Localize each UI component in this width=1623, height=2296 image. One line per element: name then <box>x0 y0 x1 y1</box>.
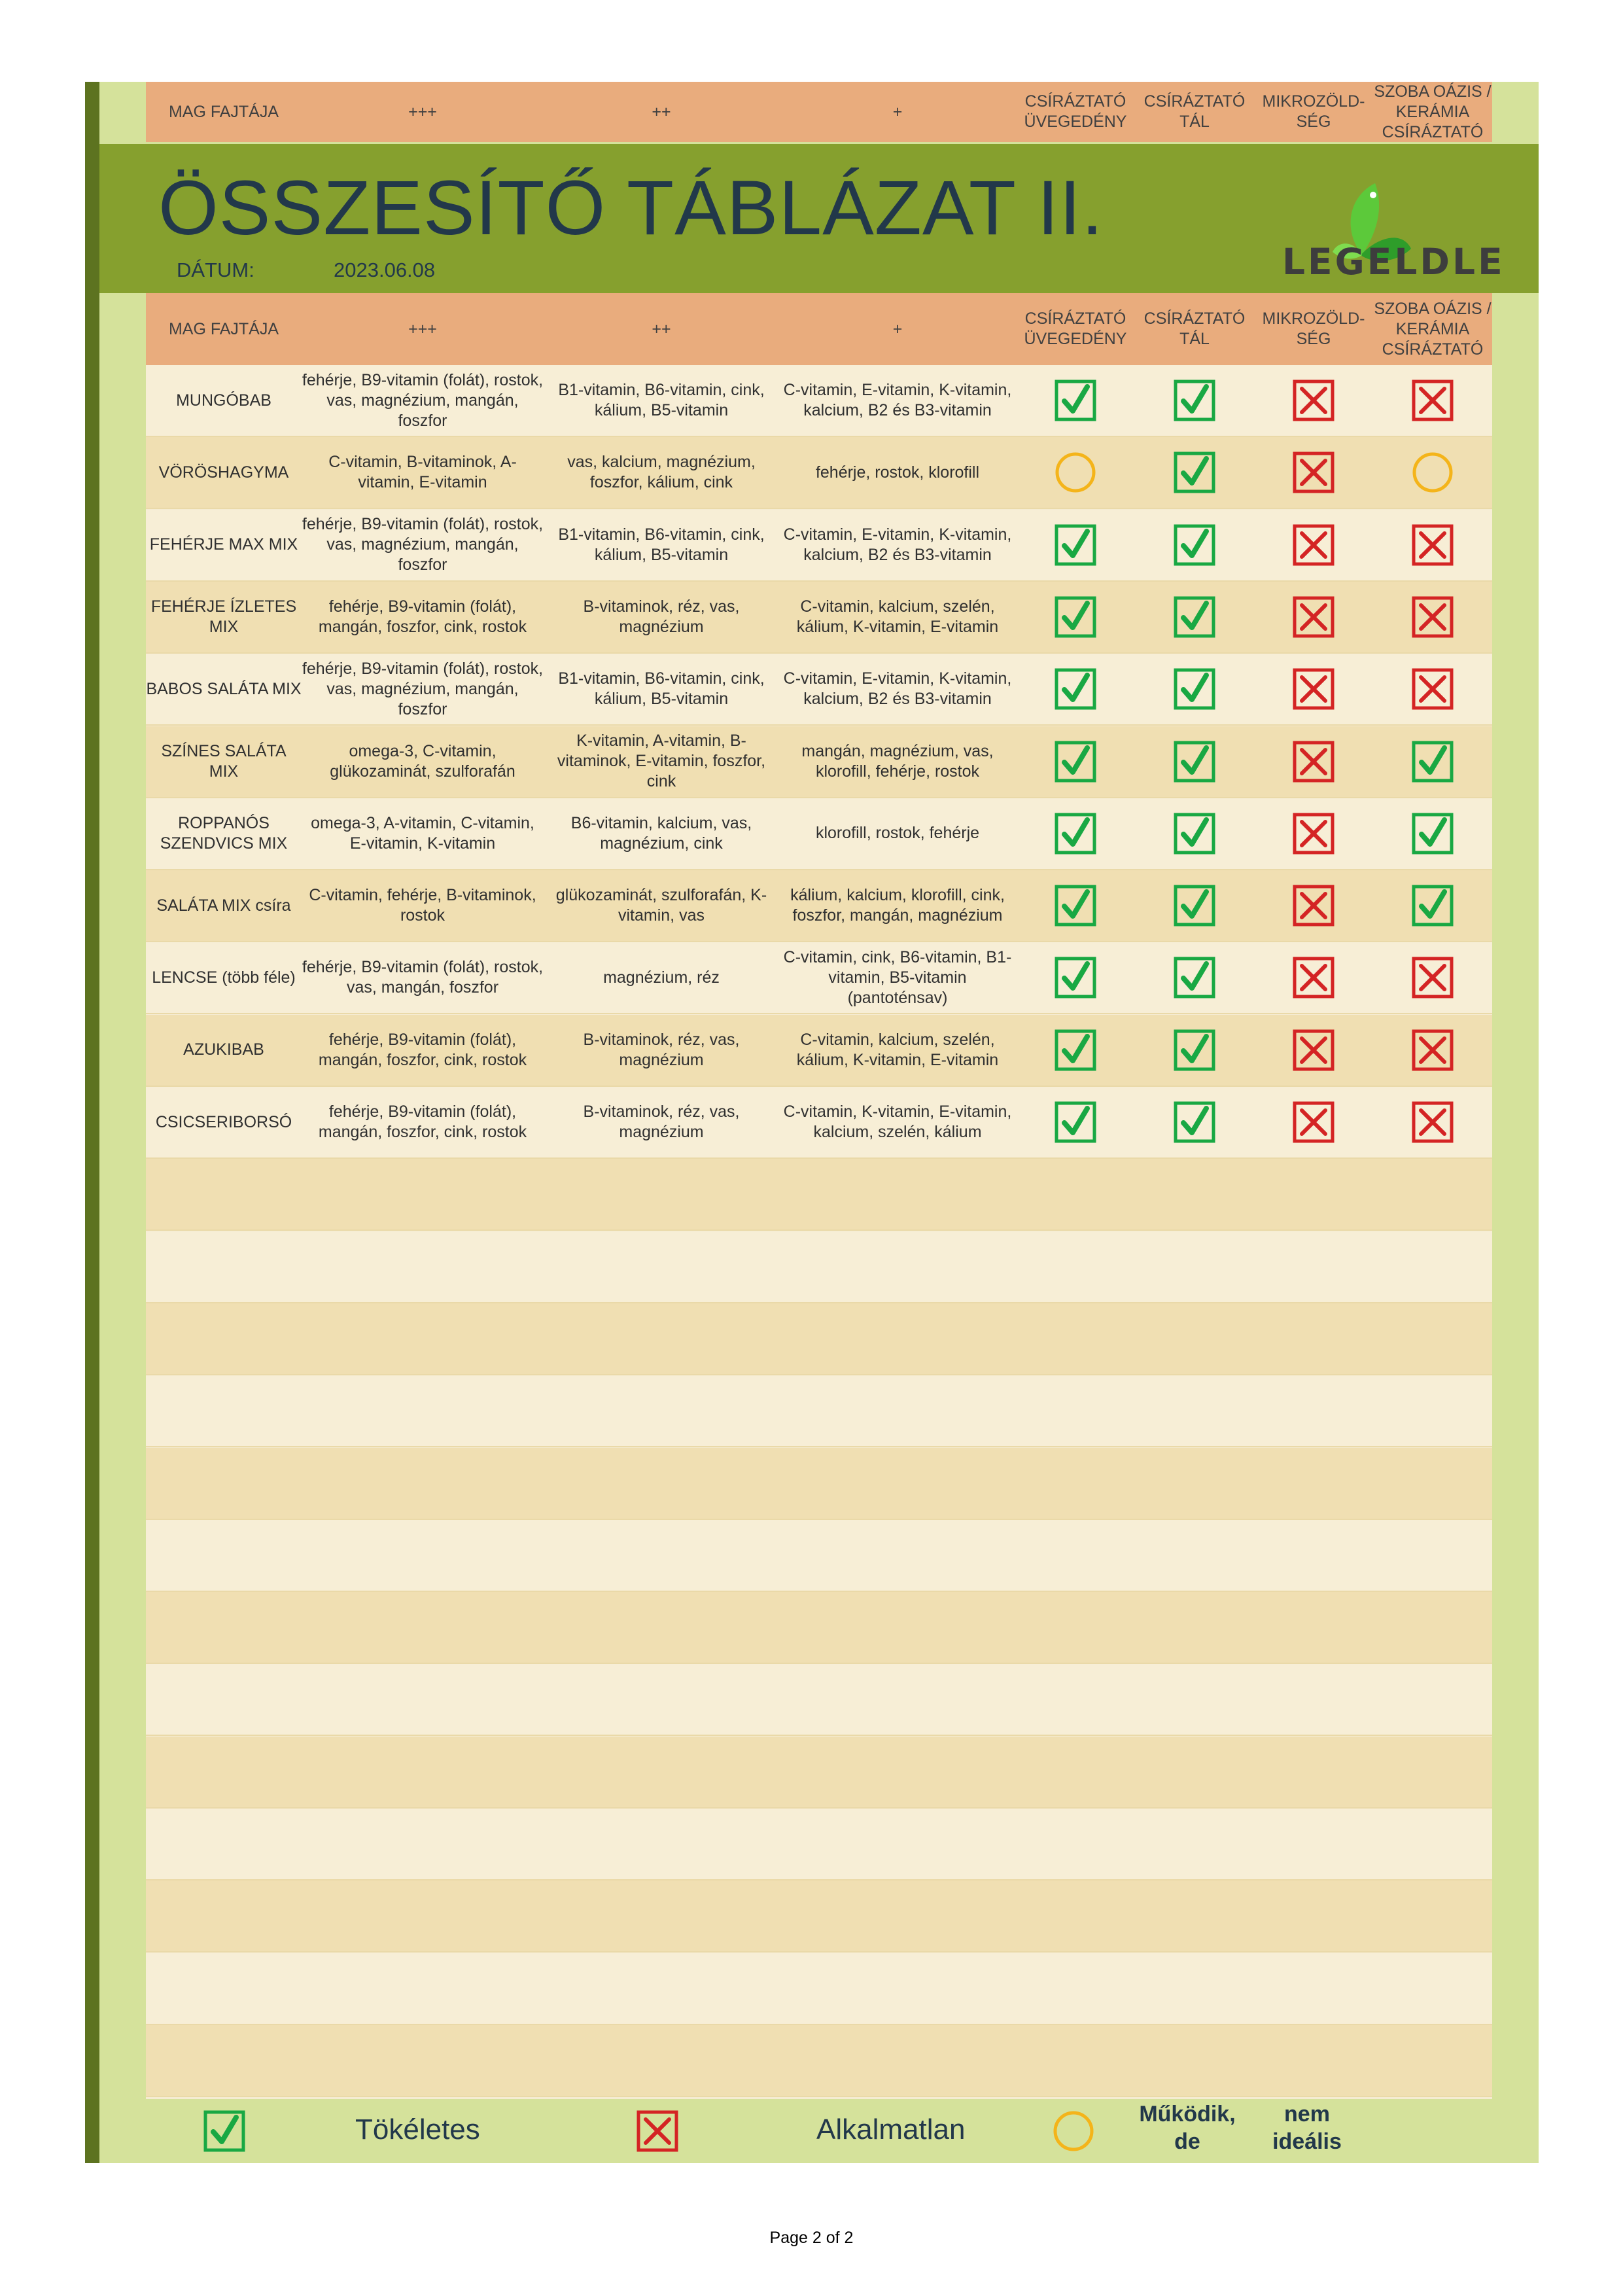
glass-rating-cell <box>1016 957 1135 998</box>
seed-name: ROPPANÓS SZENDVICS MIX <box>160 813 288 853</box>
nutrients-plus-1: C-vitamin, cink, B6-vitamin, B1-vitamin, B5-vitamin (pantoténsav) <box>783 947 1012 1007</box>
date-label: DÁTUM: <box>177 258 254 281</box>
room-rating-cell <box>1373 524 1492 566</box>
glass-rating-cell <box>1016 668 1135 710</box>
check-icon <box>1055 1101 1096 1143</box>
check-icon <box>1174 1101 1215 1143</box>
check-icon <box>1055 957 1096 998</box>
tray-rating-cell <box>1135 1101 1254 1143</box>
tray-rating-cell <box>1135 1029 1254 1071</box>
micro-rating-cell <box>1254 957 1373 998</box>
nutrients-plus-1: C-vitamin, E-vitamin, K-vitamin, kalcium, B2 és B3-vitamin <box>783 669 1012 709</box>
micro-rating-cell <box>1254 885 1373 927</box>
nutrients-plus-2: B-vitaminok, réz, vas, magnézium <box>583 597 740 636</box>
check-icon <box>1174 813 1215 855</box>
tray-rating-cell <box>1135 596 1254 638</box>
check-icon <box>1055 741 1096 783</box>
room-rating-cell <box>1373 596 1492 638</box>
legend-circle-icon <box>1053 2110 1094 2152</box>
check-icon <box>1055 596 1096 638</box>
micro-rating-cell <box>1254 668 1373 710</box>
nutrients-plus-1: fehérje, rostok, klorofill <box>815 463 980 482</box>
header-tray-sprouter: CSÍRÁZTATÓ TÁL <box>1143 309 1246 348</box>
room-rating-cell <box>1373 451 1492 493</box>
check-icon <box>1174 668 1215 710</box>
cross-icon <box>1293 1029 1335 1071</box>
nutrients-plus-2: B1-vitamin, B6-vitamin, cink, kálium, B5-vitamin <box>558 669 765 709</box>
check-icon <box>1174 596 1215 638</box>
table-row <box>146 726 1492 798</box>
header-room-oasis: SZOBA OÁZIS / KERÁMIA CSÍRÁZTATÓ <box>1374 299 1492 359</box>
check-icon <box>1174 885 1215 927</box>
tray-rating-cell <box>1135 451 1254 493</box>
table-row <box>146 582 1492 654</box>
nutrients-plus-2: B-vitaminok, réz, vas, magnézium <box>583 1103 740 1141</box>
header-room-oasis: SZOBA OÁZIS / KERÁMIA CSÍRÁZTATÓ <box>1374 82 1492 141</box>
glass-rating-cell <box>1016 1101 1135 1143</box>
header-plus-1: + <box>892 319 903 338</box>
legend-perfect-label: Tökéletes <box>355 2113 480 2146</box>
micro-rating-cell <box>1254 741 1373 783</box>
nutrients-plus-2: vas, kalcium, magnézium, foszfor, kálium, cink <box>567 453 756 492</box>
table-row <box>146 1087 1492 1159</box>
table-row <box>146 437 1492 509</box>
cross-icon <box>1293 1101 1335 1143</box>
seed-name: FEHÉRJE MAX MIX <box>149 535 298 554</box>
glass-rating-cell <box>1016 380 1135 421</box>
room-rating-cell <box>1373 1101 1492 1143</box>
nutrients-plus-2: B1-vitamin, B6-vitamin, cink, kálium, B5-vitamin <box>558 381 765 419</box>
empty-table-row <box>146 1664 1492 1736</box>
nutrients-plus-3: fehérje, B9-vitamin (folát), rostok, vas, magnézium, mangán, foszfor <box>302 659 544 718</box>
legend-check-icon <box>203 2110 245 2152</box>
room-rating-cell <box>1373 741 1492 783</box>
circle-icon <box>1055 451 1096 493</box>
empty-table-row <box>146 2025 1492 2097</box>
check-icon <box>1055 668 1096 710</box>
nutrients-plus-3: fehérje, B9-vitamin (folát), mangán, foszfor, cink, rostok <box>318 1030 527 1069</box>
header-glass-sprouter: CSÍRÁZTATÓ ÜVEGEDÉNY <box>1024 92 1127 131</box>
legend-not-ideal-label: nem ideális <box>1272 2102 1342 2154</box>
nutrients-plus-3: omega-3, C-vitamin, glükozaminát, szulforafán <box>330 741 515 781</box>
header-tray-sprouter: CSÍRÁZTATÓ TÁL <box>1143 92 1246 131</box>
tray-rating-cell <box>1135 524 1254 566</box>
cross-icon <box>1293 380 1335 421</box>
empty-table-row <box>146 1809 1492 1881</box>
check-icon <box>1412 885 1454 927</box>
room-rating-cell <box>1373 885 1492 927</box>
header-microgreens: MIKROZÖLD-SÉG <box>1262 92 1365 131</box>
seed-name: MUNGÓBAB <box>176 391 271 410</box>
empty-table-row <box>146 1375 1492 1447</box>
table-row <box>146 798 1492 870</box>
header-seed-type: MAG FAJTÁJA <box>168 102 279 121</box>
left-accent-bar <box>85 82 99 2163</box>
page-title: ÖSSZESÍTŐ TÁBLÁZAT II. <box>158 165 1104 251</box>
page-number: Page 2 of 2 <box>769 2229 854 2247</box>
tray-rating-cell <box>1135 668 1254 710</box>
seed-name: VÖRÖSHAGYMA <box>158 463 289 482</box>
micro-rating-cell <box>1254 451 1373 493</box>
nutrients-plus-3: C-vitamin, fehérje, B-vitaminok, rostok <box>309 886 536 925</box>
cross-icon <box>1293 957 1335 998</box>
room-rating-cell <box>1373 957 1492 998</box>
micro-rating-cell <box>1254 380 1373 421</box>
seed-name: LENCSE (több féle) <box>152 968 296 987</box>
nutrients-plus-3: fehérje, B9-vitamin (folát), mangán, foszfor, cink, rostok <box>318 1103 527 1141</box>
legend-unsuitable-label: Alkalmatlan <box>816 2113 966 2146</box>
cross-icon <box>1412 668 1454 710</box>
nutrients-plus-1: C-vitamin, kalcium, szelén, kálium, K-vitamin, E-vitamin <box>796 597 999 636</box>
room-rating-cell <box>1373 668 1492 710</box>
empty-table-row <box>146 1448 1492 1520</box>
logo-wordmark: LEGELDLE <box>1282 241 1505 283</box>
table-row <box>146 510 1492 582</box>
check-icon <box>1174 380 1215 421</box>
legend-cross-icon <box>637 2110 678 2152</box>
micro-rating-cell <box>1254 1029 1373 1071</box>
seed-name: SZÍNES SALÁTA MIX <box>161 741 287 781</box>
cross-icon <box>1412 380 1454 421</box>
glass-rating-cell <box>1016 596 1135 638</box>
empty-table-row <box>146 1953 1492 2025</box>
table-row <box>146 654 1492 726</box>
nutrients-plus-3: fehérje, B9-vitamin (folát), rostok, vas, magnézium, mangán, foszfor <box>302 515 544 574</box>
check-icon <box>1055 1029 1096 1071</box>
header-plus-1: + <box>892 102 903 121</box>
seed-name: CSICSERIBORSÓ <box>155 1112 292 1131</box>
seed-name: AZUKIBAB <box>183 1040 264 1059</box>
cross-icon <box>1293 524 1335 566</box>
nutrients-plus-3: fehérje, B9-vitamin (folát), rostok, vas, magnézium, mangán, foszfor <box>302 370 544 430</box>
empty-table-row <box>146 1159 1492 1231</box>
nutrients-plus-1: mangán, magnézium, vas, klorofill, fehérje, rostok <box>801 741 994 781</box>
table-row <box>146 1015 1492 1087</box>
glass-rating-cell <box>1016 451 1135 493</box>
nutrients-plus-3: fehérje, B9-vitamin (folát), rostok, vas, mangán, foszfor <box>302 958 544 997</box>
nutrients-plus-1: klorofill, rostok, fehérje <box>815 824 980 843</box>
empty-table-row <box>146 1737 1492 1809</box>
cross-icon <box>1412 957 1454 998</box>
empty-table-row <box>146 1231 1492 1303</box>
nutrients-plus-2: B1-vitamin, B6-vitamin, cink, kálium, B5-vitamin <box>558 525 765 564</box>
cross-icon <box>1293 451 1335 493</box>
check-icon <box>1055 524 1096 566</box>
nutrients-plus-1: C-vitamin, E-vitamin, K-vitamin, kalcium, B2 és B3-vitamin <box>783 381 1012 419</box>
glass-rating-cell <box>1016 1029 1135 1071</box>
cross-icon <box>1293 813 1335 855</box>
nutrients-plus-1: kálium, kalcium, klorofill, cink, foszfor, mangán, magnézium <box>790 886 1005 925</box>
check-icon <box>1174 741 1215 783</box>
check-icon <box>1174 957 1215 998</box>
glass-rating-cell <box>1016 524 1135 566</box>
cross-icon <box>1412 1101 1454 1143</box>
date-value: 2023.06.08 <box>334 258 436 281</box>
header-plus-2: ++ <box>652 319 671 338</box>
empty-table-row <box>146 1520 1492 1592</box>
header-microgreens: MIKROZÖLD-SÉG <box>1262 309 1365 348</box>
nutrients-plus-2: B-vitaminok, réz, vas, magnézium <box>583 1030 740 1069</box>
check-icon <box>1412 741 1454 783</box>
cross-icon <box>1412 596 1454 638</box>
room-rating-cell <box>1373 1029 1492 1071</box>
header-glass-sprouter: CSÍRÁZTATÓ ÜVEGEDÉNY <box>1024 309 1127 348</box>
title-banner <box>99 144 1539 293</box>
header-plus-2: ++ <box>652 102 671 121</box>
legend <box>146 2099 1492 2163</box>
seed-name: FEHÉRJE ÍZLETES MIX <box>150 597 297 636</box>
glass-rating-cell <box>1016 741 1135 783</box>
tray-rating-cell <box>1135 957 1254 998</box>
cross-icon <box>1293 668 1335 710</box>
glass-rating-cell <box>1016 813 1135 855</box>
nutrients-plus-1: C-vitamin, E-vitamin, K-vitamin, kalcium, B2 és B3-vitamin <box>783 525 1012 564</box>
glass-rating-cell <box>1016 885 1135 927</box>
empty-table-row <box>146 1303 1492 1375</box>
nutrients-plus-3: C-vitamin, B-vitaminok, A-vitamin, E-vitamin <box>328 453 517 492</box>
tray-rating-cell <box>1135 813 1254 855</box>
nutrients-plus-2: glükozaminát, szulforafán, K-vitamin, vas <box>555 886 767 925</box>
table-row <box>146 870 1492 942</box>
empty-table-row <box>146 1881 1492 1952</box>
nutrients-plus-1: C-vitamin, K-vitamin, E-vitamin, kalcium, szelén, kálium <box>783 1103 1012 1141</box>
micro-rating-cell <box>1254 524 1373 566</box>
repeated-table-header <box>146 82 1492 142</box>
check-icon <box>1174 524 1215 566</box>
seed-name: SALÁTA MIX csíra <box>156 896 291 915</box>
tray-rating-cell <box>1135 741 1254 783</box>
header-seed-type: MAG FAJTÁJA <box>168 319 279 338</box>
cross-icon <box>1412 1029 1454 1071</box>
empty-table-row <box>146 1592 1492 1664</box>
header-plus-3: +++ <box>408 319 437 338</box>
check-icon <box>1412 813 1454 855</box>
nutrients-plus-1: C-vitamin, kalcium, szelén, kálium, K-vitamin, E-vitamin <box>796 1030 999 1069</box>
check-icon <box>1174 1029 1215 1071</box>
check-icon <box>1055 380 1096 421</box>
legend-works-label: Működik, de <box>1139 2102 1236 2154</box>
table-header <box>146 293 1492 365</box>
nutrients-plus-3: omega-3, A-vitamin, C-vitamin, E-vitamin, K-vitamin <box>311 813 534 853</box>
room-rating-cell <box>1373 380 1492 421</box>
cross-icon <box>1293 596 1335 638</box>
tray-rating-cell <box>1135 885 1254 927</box>
seed-name: BABOS SALÁTA MIX <box>146 679 302 698</box>
table-row <box>146 365 1492 437</box>
check-icon <box>1055 813 1096 855</box>
micro-rating-cell <box>1254 596 1373 638</box>
check-icon <box>1174 451 1215 493</box>
check-icon <box>1055 885 1096 927</box>
cross-icon <box>1293 885 1335 927</box>
nutrients-plus-3: fehérje, B9-vitamin (folát), mangán, foszfor, cink, rostok <box>318 597 527 636</box>
cross-icon <box>1293 741 1335 783</box>
circle-icon <box>1412 451 1454 493</box>
micro-rating-cell <box>1254 1101 1373 1143</box>
table-row <box>146 942 1492 1014</box>
nutrients-plus-2: magnézium, réz <box>603 968 720 987</box>
micro-rating-cell <box>1254 813 1373 855</box>
room-rating-cell <box>1373 813 1492 855</box>
nutrients-plus-2: B6-vitamin, kalcium, vas, magnézium, cink <box>570 813 752 853</box>
header-plus-3: +++ <box>408 102 437 121</box>
cross-icon <box>1412 524 1454 566</box>
tray-rating-cell <box>1135 380 1254 421</box>
nutrients-plus-2: K-vitamin, A-vitamin, B-vitaminok, E-vitamin, foszfor, cink <box>557 732 766 790</box>
